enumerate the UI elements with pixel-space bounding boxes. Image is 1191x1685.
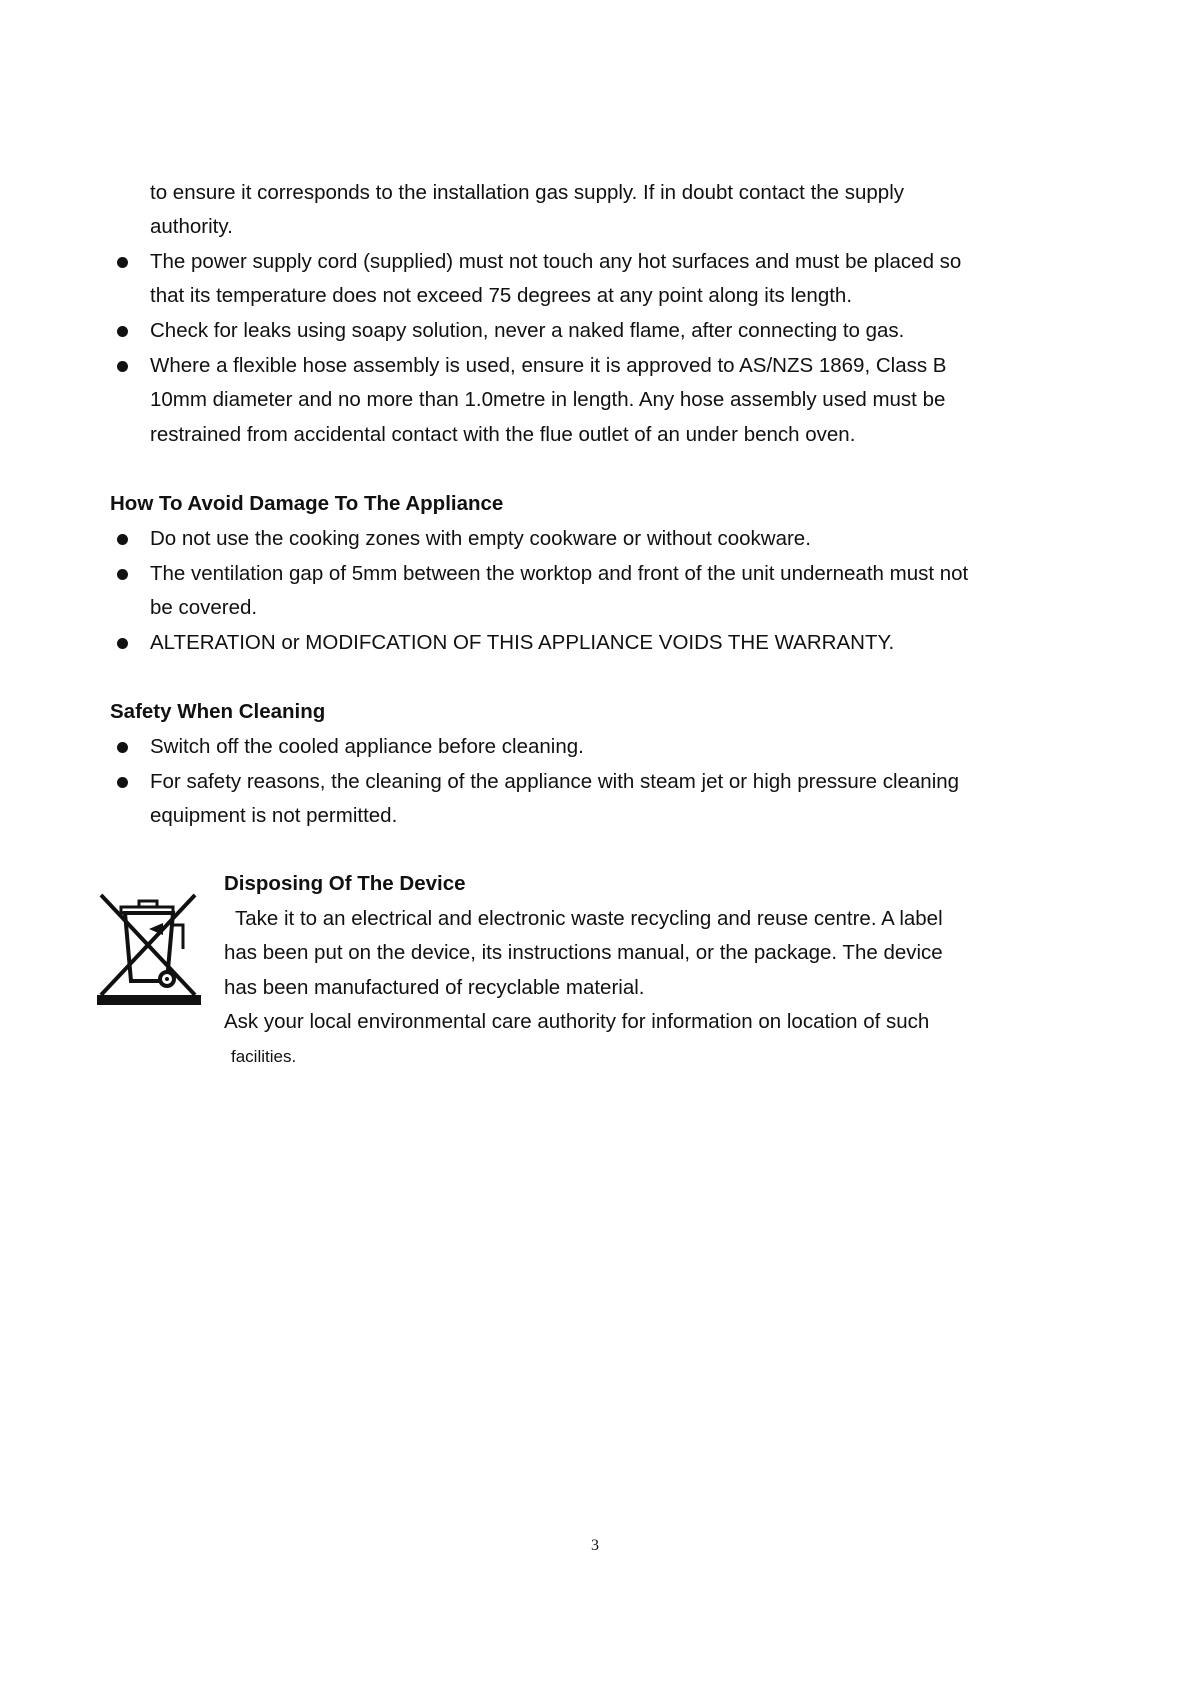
intro-line-1: to ensure it corresponds to the installation gas supply. If in doubt contact the supply — [150, 181, 905, 204]
disposal-line-3: has been manufactured of recyclable material. — [224, 976, 645, 999]
page-number: 3 — [591, 1537, 599, 1554]
bullet-dot — [117, 257, 128, 268]
damage-heading: How To Avoid Damage To The Appliance — [110, 492, 504, 515]
list-item: For safety reasons, the cleaning of the appliance with steam jet or high pressure cleaning — [150, 770, 960, 793]
weee-crossed-bin-icon — [97, 885, 201, 1005]
list-item: ALTERATION or MODIFCATION OF THIS APPLIANCE VOIDS THE WARRANTY. — [150, 631, 895, 654]
list-item: Do not use the cooking zones with empty cookware or without cookware. — [150, 527, 811, 550]
list-item-continuation: be covered. — [150, 596, 258, 619]
bullet-dot — [117, 777, 128, 788]
list-item: Check for leaks using soapy solution, never a naked flame, after connecting to gas. — [150, 319, 905, 342]
list-item: Switch off the cooled appliance before cleaning. — [150, 735, 584, 758]
bullet-dot — [117, 361, 128, 372]
list-item-continuation: equipment is not permitted. — [150, 804, 398, 827]
list-item-continuation: 10mm diameter and no more than 1.0metre in length. Any hose assembly used must be — [150, 388, 946, 411]
bullet-dot — [117, 326, 128, 337]
disposal-heading: Disposing Of The Device — [224, 872, 466, 895]
list-item-continuation: that its temperature does not exceed 75 degrees at any point along its length. — [150, 284, 853, 307]
disposal-line-2: has been put on the device, its instructions manual, or the package. The device — [224, 941, 943, 964]
list-item: The power supply cord (supplied) must not touch any hot surfaces and must be placed so — [150, 250, 962, 273]
disposal-line-1: Take it to an electrical and electronic waste recycling and reuse centre. A label — [235, 907, 943, 930]
bullet-dot — [117, 569, 128, 580]
intro-line-2: authority. — [150, 215, 233, 238]
list-item: The ventilation gap of 5mm between the worktop and front of the unit underneath must not — [150, 562, 969, 585]
disposal-line-5: facilities. — [231, 1047, 297, 1066]
disposal-line-4: Ask your local environmental care authority for information on location of such — [224, 1010, 930, 1033]
list-item-continuation: restrained from accidental contact with the flue outlet of an under bench oven. — [150, 423, 856, 446]
bullet-dot — [117, 638, 128, 649]
list-item: Where a flexible hose assembly is used, ensure it is approved to AS/NZS 1869, Class B — [150, 354, 947, 377]
bullet-dot — [117, 534, 128, 545]
bullet-dot — [117, 742, 128, 753]
cleaning-heading: Safety When Cleaning — [110, 700, 326, 723]
